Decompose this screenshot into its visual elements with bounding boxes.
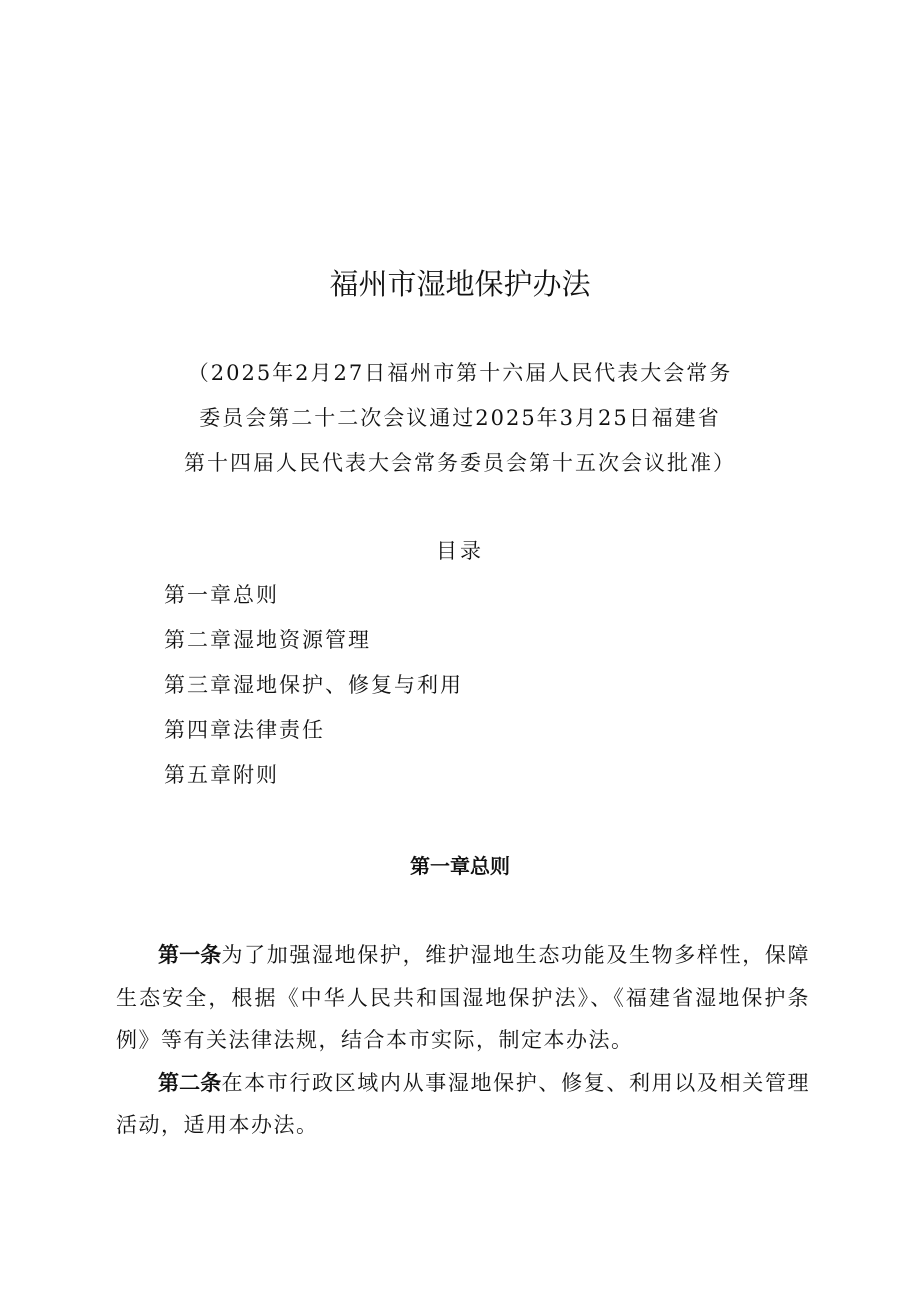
adoption-note-line: （2025年2月27日福州市第十六届人民代表大会常务 [187, 361, 733, 385]
article-1 [116, 934, 810, 1062]
article-2 [116, 1062, 810, 1147]
toc-item-chapter-5: 第五章附则 [164, 763, 279, 787]
chapter-body [116, 934, 810, 1147]
toc-item-chapter-3: 第三章湿地保护、修复与利用 [164, 673, 463, 697]
toc-item-chapter-4: 第四章法律责任 [164, 718, 325, 742]
table-of-contents [164, 577, 463, 802]
toc-item-chapter-1: 第一章总则 [164, 583, 279, 607]
toc-item-chapter-2: 第二章湿地资源管理 [164, 628, 371, 652]
chapter-heading: 第一章总则 [410, 854, 510, 878]
document-title: 福州市湿地保护办法 [329, 267, 591, 301]
adoption-note-line: 第十四届人民代表大会常务委员会第十五次会议批准） [184, 451, 736, 475]
adoption-note-line: 委员会第二十二次会议通过2025年3月25日福建省 [199, 406, 721, 430]
article-number: 第一条 [158, 943, 222, 967]
article-text: 在本市行政区域内从事湿地保护、修复、利用以及相关管理活动，适用本办法。 [116, 1070, 811, 1137]
article-number: 第二条 [158, 1070, 222, 1095]
article-text: 为了加强湿地保护，维护湿地生态功能及生物多样性，保障生态安全，根据《中华人民共和国湿地保护法》、《福建省湿地保护条例》等有关法律法规，结合本市实际，制定本办法。 [116, 943, 811, 1052]
toc-heading: 目录 [436, 539, 484, 563]
adoption-note [150, 351, 770, 486]
